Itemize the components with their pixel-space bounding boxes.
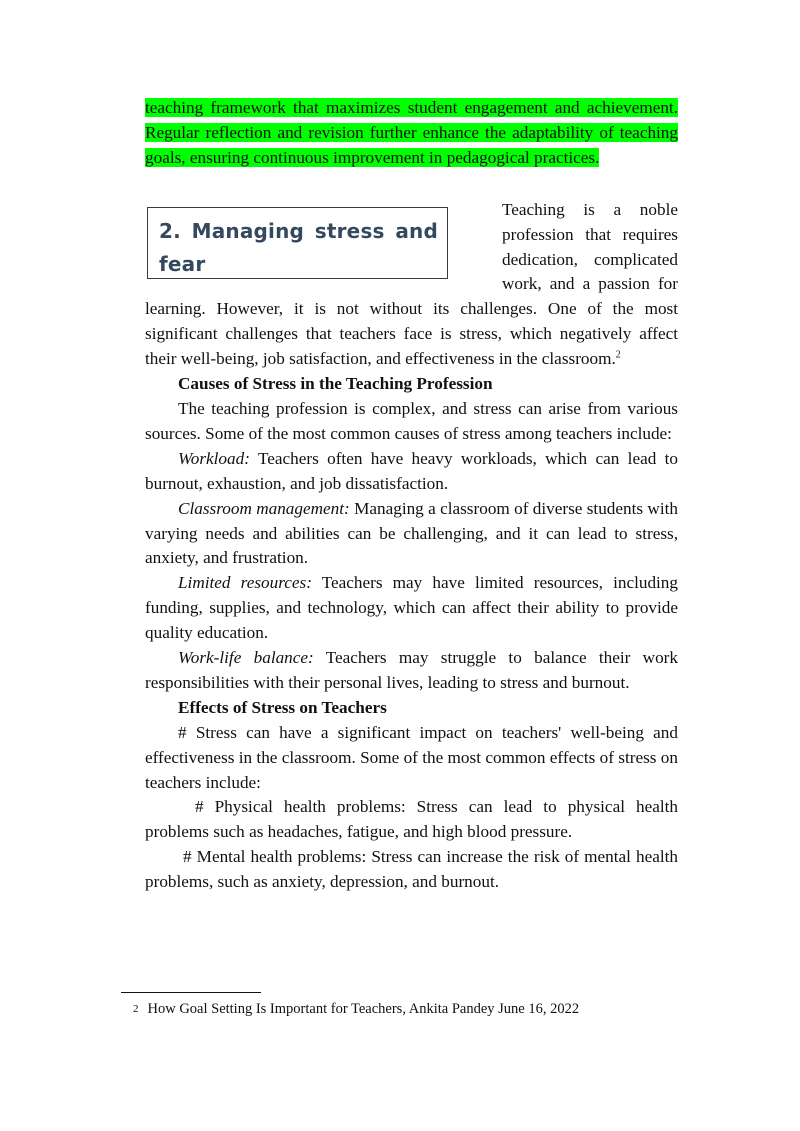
section-title-box xyxy=(147,207,448,279)
footnote-number: 2 xyxy=(133,1003,139,1015)
section-intro-text: Teaching is a noble profession that requires dedication, complicated work, and a passion for learning. However, it is not without its challenges. One of the most significant challenges that teachers face is stress, which negatively affect their well-being, job satisfaction, and effectiveness in the classroom. xyxy=(145,199,678,369)
section-title: 2. Managing stress and fear xyxy=(159,218,438,276)
cause-item-limited-resources xyxy=(145,571,678,646)
effect-item-mental: # Mental health problems: Stress can increase the risk of mental health problems, such as anxiety, depression, and burnout. xyxy=(145,847,678,892)
causes-heading: Causes of Stress in the Teaching Profession xyxy=(178,374,493,394)
footnote-reference[interactable]: 2 xyxy=(615,349,621,361)
cause-item-work-life-balance xyxy=(145,646,678,696)
cause-term: Work-life balance: xyxy=(178,648,314,668)
page-body xyxy=(145,96,678,895)
cause-text: Teachers may have limited resources, including funding, supplies, and technology, which can affect their ability to provide quality education. xyxy=(145,573,678,643)
effects-intro: # Stress can have a significant impact on teachers' well-being and effectiveness in the classroom. Some of the most common effects of stress on teachers include: xyxy=(145,722,678,792)
cause-term: Limited resources: xyxy=(178,573,312,593)
footnote xyxy=(133,1000,733,1018)
cause-text: Teachers often have heavy workloads, which can lead to burnout, exhaustion, and job dissatisfaction. xyxy=(145,448,678,493)
section-intro xyxy=(145,198,678,372)
footnote-text: How Goal Setting Is Important for Teachers, Ankita Pandey June 16, 2022 xyxy=(147,1001,580,1017)
effect-item-physical: # Physical health problems: Stress can lead to physical health problems such as headaches, fatigue, and high blood pressure. xyxy=(145,797,678,842)
highlight-text: teaching framework that maximizes student engagement and achievement. Regular reflection and revision further enhance the adaptability of teaching goals, ensuring continuous improvement in pedagogical practices. xyxy=(145,98,678,167)
highlighted-paragraph xyxy=(145,96,678,171)
causes-intro: The teaching profession is complex, and stress can arise from various sources. Some of the most common causes of stress among teachers include: xyxy=(145,398,678,443)
cause-term: Workload: xyxy=(178,448,250,468)
cause-item-classroom-management xyxy=(145,497,678,572)
cause-term: Classroom management: xyxy=(178,498,350,518)
cause-item-workload xyxy=(145,447,678,497)
cause-text: Teachers may struggle to balance their work responsibilities with their personal lives, leading to stress and burnout. xyxy=(145,648,678,692)
footnote-separator xyxy=(121,992,261,993)
effects-heading: Effects of Stress on Teachers xyxy=(178,697,387,717)
cause-text: Managing a classroom of diverse students with varying needs and abilities can be challenging, and it can lead to stress, anxiety, and frustration. xyxy=(145,498,678,568)
